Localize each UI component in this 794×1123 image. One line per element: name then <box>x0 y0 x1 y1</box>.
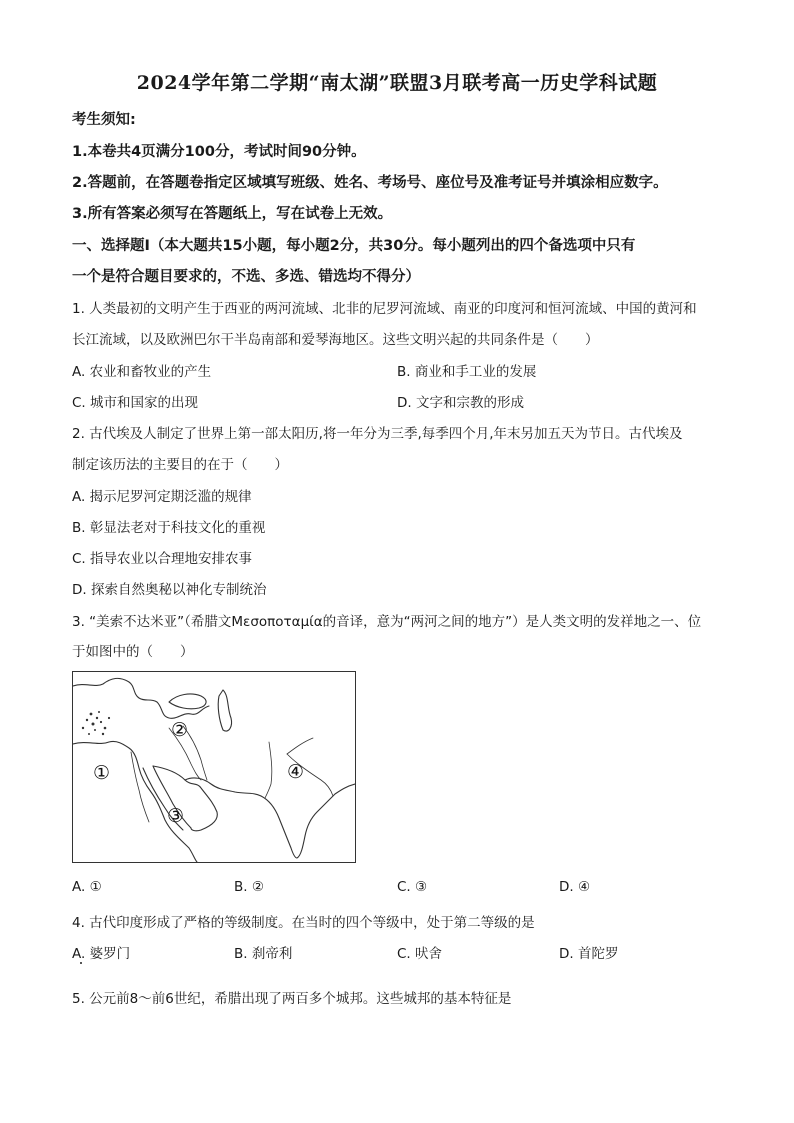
question-2-option-c[interactable]: C. 指导农业以合理地安排农事 <box>72 551 253 567</box>
question-2-line-2: 制定该历法的主要目的在于（ ） <box>72 457 288 473</box>
question-3-option-a[interactable]: A. ① <box>72 879 102 895</box>
river-nile <box>131 752 149 822</box>
question-3-option-d[interactable]: D. ④ <box>559 879 591 895</box>
section-heading-line-2: 一个是符合题目要求的，不选、多选、错选均不得分） <box>72 269 420 285</box>
question-4-option-c[interactable]: C. 吠舍 <box>397 946 443 962</box>
persian-gulf-coastline <box>185 778 261 796</box>
question-4-option-a[interactable]: A. 婆罗门 <box>72 946 131 962</box>
question-3-option-c[interactable]: C. ③ <box>397 879 428 895</box>
question-1-option-d[interactable]: D. 文字和宗教的形成 <box>397 395 524 411</box>
question-2-option-b[interactable]: B. 彰显法老对于科技文化的重视 <box>72 520 266 536</box>
question-1-option-c[interactable]: C. 城市和国家的出现 <box>72 395 199 411</box>
question-2-line-1: 2. 古代埃及人制定了世界上第一部太阳历,将一年分为三季,每季四个月,年末另加五天为节日。古代埃及 <box>72 426 683 442</box>
question-3-line-1: 3. “美索不达米亚”（希腊文Μεσοποταμία的音译，意为“两河之间的地方”）是人类文明的发祥地之一、位 <box>72 614 702 630</box>
question-2-option-a[interactable]: A. 揭示尼罗河定期泛滥的规律 <box>72 489 252 505</box>
caspian-sea-coastline <box>218 690 231 731</box>
question-2-option-d[interactable]: D. 探索自然奥秘以神化专制统治 <box>72 582 267 598</box>
india-coastline <box>261 784 355 858</box>
question-4-option-d[interactable]: D. 首陀罗 <box>559 946 619 962</box>
europe-coastline <box>73 678 209 718</box>
aegean-islands <box>82 711 110 735</box>
question-1-line-2: 长江流域，以及欧洲巴尔干半岛南部和爱琴海地区。这些文明兴起的共同条件是（ ） <box>72 332 599 348</box>
river-headwaters <box>287 738 313 754</box>
question-3-option-b[interactable]: B. ② <box>234 879 264 895</box>
map-figure <box>72 671 356 863</box>
question-3-line-2: 于如图中的（ ） <box>72 644 194 660</box>
black-sea-coastline <box>169 694 206 709</box>
question-4-line-1: 4. 古代印度形成了严格的等级制度。在当时的四个等级中，处于第二等级的是 <box>72 915 535 931</box>
notice-item-3: 3.所有答案必须写在答题纸上，写在试卷上无效。 <box>72 206 393 222</box>
question-4-option-b[interactable]: B. 刹帝利 <box>234 946 293 962</box>
notice-item-1: 1.本卷共4页满分100分，考试时间90分钟。 <box>72 144 366 160</box>
africa-levant-coastline <box>73 741 197 862</box>
map-label-2: ② <box>171 719 189 741</box>
section-heading-line-1: 一、选择题Ⅰ（本大题共15小题，每小题2分，共30分。每小题列出的四个备选项中只有 <box>72 238 636 254</box>
map-label-3: ③ <box>167 805 185 827</box>
question-1-option-b[interactable]: B. 商业和手工业的发展 <box>397 364 537 380</box>
question-1-line-1: 1. 人类最初的文明产生于西亚的两河流域、北非的尼罗河流域、南亚的印度河和恒河流域、中国的黄河和 <box>72 301 697 317</box>
notice-item-2: 2.答题前，在答题卷指定区域填写班级、姓名、考场号、座位号及准考证号并填涂相应数字。 <box>72 175 668 191</box>
notice-heading: 考生须知: <box>72 112 136 128</box>
map-label-1: ① <box>93 762 111 784</box>
question-5-line-1: 5. 公元前8～前6世纪，希腊出现了两百多个城邦。这些城邦的基本特征是 <box>72 991 512 1007</box>
map-label-4: ④ <box>287 761 305 783</box>
stray-mark <box>80 962 82 964</box>
river-indus <box>265 742 272 798</box>
map-drawing <box>73 672 355 862</box>
question-1-option-a[interactable]: A. 农业和畜牧业的产生 <box>72 364 212 380</box>
page-title: 2024学年第二学期“南太湖”联盟3月联考高一历史学科试题 <box>136 72 658 94</box>
